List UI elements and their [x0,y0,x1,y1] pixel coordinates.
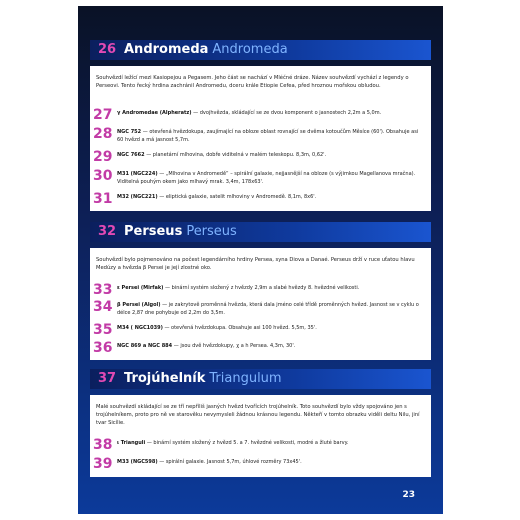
item-name: M31 (NGC224) [117,171,158,177]
section-intro: Malé souhvězdí skládající se ze tří nepříliš jasných hvězd tvořících trojúhelník. Toto souhvězdí bylo vždy spojováno jen s trojúhelníkem, proto pro ně ve starověku nevymysleli žádnou krásnou legendu. Někteří v tomto obrazku viděli deltu Nilu, jiní tvar Sicílie. [96,404,420,426]
item-number: 38 [93,437,113,453]
section-panel-triangulum [90,395,431,477]
item-text: — binární systém složený z hvězdy 2,9m a slabé hvězdy 8. hvězdné velikosti. [163,285,360,291]
item-name: β Persei (Algol) [117,302,161,308]
item-number: 34 [93,299,113,315]
item-text: — binární systém složený z hvězd 5. a 7. hvězdné velikosti, modré a žluté barvy. [145,440,349,446]
item-text: — planetární mlhovina, dobře viditelná v malém teleskopu. 8,3m, 0,62'. [144,152,327,158]
item-number: 30 [93,168,113,184]
item-text: — otevřená hvězdokupa, zaujímající na obloze oblast rovnající se dvěma kotoučům Měsíce (60'). Obsahuje asi 60 hvězd a má jasnost 5,7m. [117,129,419,143]
item-name: M33 (NGC598) [117,459,158,465]
section-title [124,222,237,242]
section-title [124,40,288,60]
page [78,6,443,514]
title-czech: Perseus [124,224,183,239]
item-number: 35 [93,322,113,338]
item-number: 33 [93,282,113,298]
item-text: — dvojhvězda, skládající se ze dvou komponent o jasnostech 2,2m a 5,0m. [191,110,382,116]
item-name: ε Persei (Mirfak) [117,285,164,291]
section-number: 26 [98,42,117,57]
title-czech: Trojúhelník [124,371,206,386]
section-intro: Souhvězdí bylo pojmenováno na počest legendárního hrdiny Persea, syna Diova a Danaé. Perseus drží v ruce uťatou hlavu Medúzy a hvězda β Persei je její zlostné oko. [96,257,415,271]
section-panel-andromeda [90,66,431,211]
item-name: NGC 869 a NGC 884 [117,343,173,349]
title-latin: Perseus [186,224,237,239]
section-title [124,369,282,389]
page-number: 23 [402,490,415,500]
item-text: — eliptická galaxie, satelit mlhoviny v Andromedě. 8,1m, 8x6'. [157,194,317,200]
item-text: — spirální galaxie. Jasnost 5,7m, úhlové rozměry 73x45'. [157,459,302,465]
item-text: — jsou dvě hvězdokupy, χ a h Persea. 4,3m, 30'. [172,343,296,349]
section-panel-perseus [90,248,431,360]
section-intro: Souhvězdí ležící mezi Kasiopejou a Pegasem. Jeho část se nachází v Mléčné dráze. Název souhvězdí vychází z legendy o Perseovi. Tento řecký hrdina zachránil Andromedu, dceru krále Etiopie Cefea, před hroznou mořskou obludou. [96,75,409,89]
item-number: 28 [93,126,113,142]
item-name: γ Andromedae (Alpheratz) [117,110,192,116]
item-number: 39 [93,456,113,472]
section-header-andromeda [90,40,431,60]
item-text: — otevřená hvězdokupa. Obsahuje asi 100 hvězd. 5,5m, 35'. [162,325,317,331]
item-number: 36 [93,340,113,356]
item-number: 27 [93,107,113,123]
title-latin: Andromeda [212,42,288,57]
item-text: — „Mlhovina v Andromedě“ – spirální galaxie, nejjasnější na obloze (s výjimkou Magellanova mračna). Viditelná pouhým okem jako mlhavý mrak. 3,4m, 178x63'. [117,171,416,185]
section-number: 37 [98,371,117,386]
section-number: 32 [98,224,117,239]
item-name: M34 ( NGC1039) [117,325,163,331]
item-name: NGC 752 [117,129,142,135]
section-header-triangulum [90,369,431,389]
item-number: 29 [93,149,113,165]
item-name: NGC 7662 [117,152,145,158]
item-text: — je zakrytově proměnná hvězda, která dala jméno celé třídě proměnných hvězd. Jasnost se v cyklu o délce 2,87 dne pohybuje od 2,2m do 3,5m. [117,302,419,316]
section-header-perseus [90,222,431,242]
title-czech: Andromeda [124,42,209,57]
item-number: 31 [93,191,113,207]
item-name: M32 (NGC221) [117,194,158,200]
item-name: ι Trianguli [117,440,146,446]
title-latin: Triangulum [209,371,282,386]
